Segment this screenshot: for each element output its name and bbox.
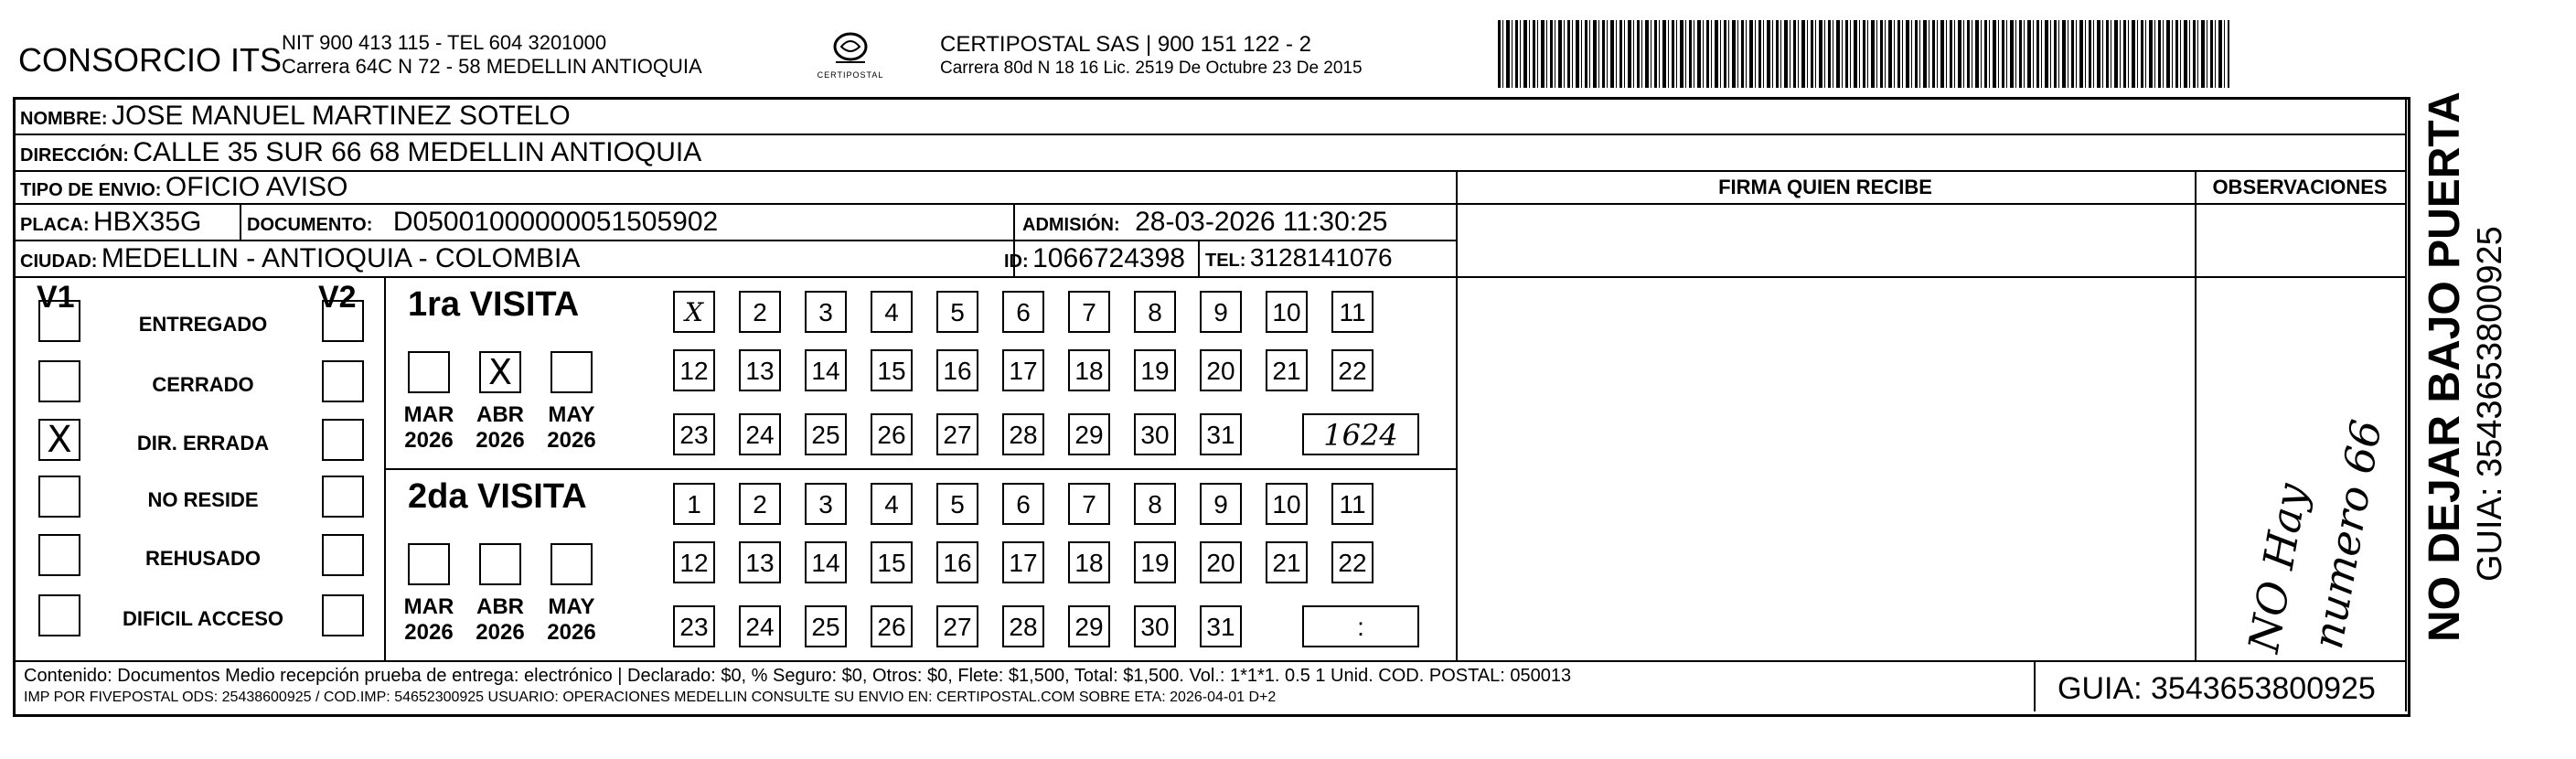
nombre-value: JOSE MANUEL MARTINEZ SOTELO <box>112 101 571 131</box>
day-checkbox[interactable]: 7 <box>1068 483 1110 525</box>
day-checkbox[interactable]: 27 <box>936 605 978 647</box>
day-checkbox[interactable]: 20 <box>1200 541 1242 583</box>
day-checkbox[interactable]: 30 <box>1134 413 1176 455</box>
divider <box>13 240 1456 241</box>
courier-info <box>940 33 1363 80</box>
day-checkbox[interactable]: 12 <box>673 541 715 583</box>
placa-label: PLACA: <box>20 215 90 235</box>
month-year: 2026 <box>476 428 525 453</box>
divider <box>2195 170 2197 660</box>
day-checkbox[interactable]: 25 <box>805 413 847 455</box>
day-checkbox[interactable]: 15 <box>871 541 913 583</box>
day-checkbox[interactable]: 19 <box>1134 349 1176 391</box>
logo-caption: CERTIPOSTAL <box>817 70 884 80</box>
brand-address: Carrera 64C N 72 - 58 MEDELLIN ANTIOQUIA <box>282 55 702 78</box>
month-checkbox[interactable] <box>479 543 521 585</box>
month-label <box>468 402 532 454</box>
day-checkbox[interactable]: 26 <box>871 605 913 647</box>
day-checkbox[interactable]: 22 <box>1331 541 1374 583</box>
brand-info <box>282 31 702 79</box>
ciudad-label: CIUDAD: <box>20 251 98 272</box>
tipo-value: OFICIO AVISO <box>165 172 348 202</box>
day-checkbox[interactable]: 4 <box>871 291 913 333</box>
day-checkbox[interactable]: 5 <box>936 291 978 333</box>
v1-checkbox[interactable] <box>38 300 80 342</box>
certipostal-logo <box>814 31 887 80</box>
divider <box>240 203 241 240</box>
direccion-label: DIRECCIÓN: <box>20 145 129 166</box>
day-checkbox[interactable]: 9 <box>1200 483 1242 525</box>
month-label <box>540 594 604 646</box>
day-checkbox[interactable]: X <box>673 291 715 333</box>
day-checkbox[interactable]: 6 <box>1002 291 1044 333</box>
observation-handwriting-2: numero 66 <box>2303 415 2392 653</box>
v1-header: V1 <box>37 280 75 315</box>
v2-checkbox[interactable] <box>322 594 364 636</box>
admision-label: ADMISIÓN: <box>1022 215 1120 235</box>
day-checkbox[interactable]: 17 <box>1002 349 1044 391</box>
courier-address: Carrera 80d N 18 16 Lic. 2519 De Octubre 23 De 2015 <box>940 59 1363 78</box>
day-checkbox[interactable]: 7 <box>1068 291 1110 333</box>
day-checkbox[interactable]: 15 <box>871 349 913 391</box>
divider <box>13 170 2405 172</box>
month-year: 2026 <box>404 620 454 645</box>
nombre-label: NOMBRE: <box>20 109 108 129</box>
side-notice: NO DEJAR BAJO PUERTA <box>2421 91 2469 642</box>
month-name: MAR <box>403 594 454 619</box>
day-checkbox[interactable]: 10 <box>1266 483 1308 525</box>
admision-value: 28-03-2026 11:30:25 <box>1135 207 1388 237</box>
footer-guia: GUIA: 3543653800925 <box>2058 671 2376 706</box>
day-checkbox[interactable]: 5 <box>936 483 978 525</box>
month-label <box>397 594 461 646</box>
day-checkbox[interactable]: 23 <box>673 413 715 455</box>
month-name: MAY <box>548 594 595 619</box>
tel-row <box>1205 243 1393 273</box>
visit-title: 2da VISITA <box>408 477 587 516</box>
month-year: 2026 <box>547 428 596 453</box>
month-name: MAR <box>403 402 454 427</box>
day-checkbox[interactable]: 25 <box>805 605 847 647</box>
tel-label: TEL: <box>1205 251 1246 271</box>
v1-checkbox[interactable] <box>38 594 80 636</box>
day-checkbox[interactable]: 23 <box>673 605 715 647</box>
day-checkbox[interactable]: 2 <box>739 291 781 333</box>
month-label <box>468 594 532 646</box>
day-checkbox[interactable]: 31 <box>1200 413 1242 455</box>
v2-checkbox[interactable] <box>322 360 364 402</box>
divider <box>13 134 2405 135</box>
status-label: NO RESIDE <box>147 488 259 511</box>
day-checkbox[interactable]: 30 <box>1134 605 1176 647</box>
day-checkbox[interactable]: 1 <box>673 483 715 525</box>
status-label: ENTREGADO <box>138 313 268 336</box>
month-checkbox[interactable] <box>408 543 450 585</box>
ciudad-row <box>20 243 580 274</box>
month-name: ABR <box>476 402 524 427</box>
month-year: 2026 <box>547 620 596 645</box>
tipo-label: TIPO DE ENVIO: <box>20 180 162 200</box>
day-checkbox[interactable]: 8 <box>1134 483 1176 525</box>
divider <box>1198 240 1200 276</box>
direccion-value: CALLE 35 SUR 66 68 MEDELLIN ANTIOQUIA <box>133 137 702 167</box>
v2-header: V2 <box>318 280 357 315</box>
brand-name: CONSORCIO ITS <box>18 41 283 79</box>
day-checkbox[interactable]: 26 <box>871 413 913 455</box>
direccion-row <box>20 137 701 168</box>
documento-value: D05001000000051505902 <box>392 207 719 237</box>
v1-checkbox[interactable] <box>38 360 80 402</box>
status-label: DIR. ERRADA <box>136 432 270 454</box>
placa-row <box>20 207 201 238</box>
day-checkbox[interactable]: 11 <box>1331 483 1374 525</box>
month-checkbox[interactable] <box>408 351 450 393</box>
divider <box>2405 97 2407 711</box>
v2-checkbox[interactable] <box>322 476 364 518</box>
day-checkbox[interactable]: 3 <box>805 483 847 525</box>
day-checkbox[interactable]: 8 <box>1134 291 1176 333</box>
v1-checkbox[interactable] <box>38 534 80 576</box>
month-name: MAY <box>548 402 595 427</box>
day-checkbox[interactable]: 28 <box>1002 413 1044 455</box>
ciudad-value: MEDELLIN - ANTIOQUIA - COLOMBIA <box>101 243 581 273</box>
admision-row <box>1022 207 1387 238</box>
id-row <box>1004 243 1185 274</box>
documento-label: DOCUMENTO: <box>247 215 373 235</box>
barcode <box>1498 20 2229 88</box>
day-checkbox[interactable]: 16 <box>936 541 978 583</box>
day-checkbox[interactable]: 27 <box>936 413 978 455</box>
day-checkbox[interactable]: 10 <box>1266 291 1308 333</box>
day-checkbox[interactable]: 18 <box>1068 349 1110 391</box>
v1-checkbox[interactable] <box>38 476 80 518</box>
firma-header: FIRMA QUIEN RECIBE <box>1718 176 1932 198</box>
divider <box>13 660 2405 662</box>
day-checkbox[interactable]: 14 <box>805 541 847 583</box>
day-checkbox[interactable]: 16 <box>936 349 978 391</box>
day-checkbox[interactable]: 21 <box>1266 349 1308 391</box>
day-checkbox[interactable]: 4 <box>871 483 913 525</box>
month-year: 2026 <box>476 620 525 645</box>
footer-line1: Contenido: Documentos Medio recepción prueba de entrega: electrónico | Declarado: $0, % Seguro: $0, Otros: $0, Flete: $1,500, Total: $1,500. Vol.: 1*1*1. 0.5 1 Unid. COD. POSTAL: 050013 <box>24 666 1572 686</box>
divider <box>2034 660 2036 711</box>
day-checkbox[interactable]: 13 <box>739 541 781 583</box>
day-checkbox[interactable]: 20 <box>1200 349 1242 391</box>
divider <box>384 468 1456 470</box>
signature-area[interactable] <box>1463 280 2186 655</box>
day-checkbox[interactable]: 12 <box>673 349 715 391</box>
status-label: CERRADO <box>152 373 254 396</box>
day-checkbox[interactable]: 9 <box>1200 291 1242 333</box>
month-label <box>540 402 604 454</box>
visit-title: 1ra VISITA <box>408 285 580 324</box>
month-name: ABR <box>476 594 524 619</box>
day-checkbox[interactable]: 18 <box>1068 541 1110 583</box>
id-value: 1066724398 <box>1032 243 1185 273</box>
month-checkbox[interactable]: X <box>479 351 521 393</box>
day-checkbox[interactable]: 29 <box>1068 413 1110 455</box>
day-checkbox[interactable]: 24 <box>739 605 781 647</box>
day-checkbox[interactable]: 2 <box>739 483 781 525</box>
day-checkbox[interactable]: 31 <box>1200 605 1242 647</box>
v2-checkbox[interactable] <box>322 534 364 576</box>
day-checkbox[interactable]: 19 <box>1134 541 1176 583</box>
divider <box>13 276 2405 278</box>
v2-checkbox[interactable] <box>322 300 364 342</box>
observation-handwriting-1: NO Hay <box>2239 479 2317 657</box>
visit-time-field[interactable]: 1624 <box>1302 413 1419 455</box>
footer-line2: IMP POR FIVEPOSTAL ODS: 25438600925 / COD.IMP: 54652300925 USUARIO: OPERACIONES MEDELLIN CONSULTE SU ENVIO EN: CERTIPOSTAL.COM SOBRE ETA: 2026-04-01 D+2 <box>24 690 1277 705</box>
v2-checkbox[interactable] <box>322 419 364 461</box>
brand-nit: NIT 900 413 115 - TEL 604 3201000 <box>282 31 607 54</box>
visit-time-field[interactable]: : <box>1302 605 1419 647</box>
day-checkbox[interactable]: 11 <box>1331 291 1374 333</box>
day-checkbox[interactable]: 24 <box>739 413 781 455</box>
month-year: 2026 <box>404 428 454 453</box>
id-label: ID: <box>1004 251 1029 272</box>
day-checkbox[interactable]: 28 <box>1002 605 1044 647</box>
nombre-row <box>20 101 571 132</box>
day-checkbox[interactable]: 17 <box>1002 541 1044 583</box>
divider <box>13 203 2405 205</box>
certipostal-logo-icon <box>830 31 871 66</box>
divider <box>1456 170 1458 660</box>
divider <box>384 276 386 660</box>
v1-checkbox[interactable]: X <box>38 419 80 461</box>
day-checkbox[interactable]: 6 <box>1002 483 1044 525</box>
tipo-row <box>20 172 347 203</box>
day-checkbox[interactable]: 29 <box>1068 605 1110 647</box>
day-checkbox[interactable]: 14 <box>805 349 847 391</box>
tel-value: 3128141076 <box>1249 243 1393 272</box>
day-checkbox[interactable]: 3 <box>805 291 847 333</box>
side-guia: GUIA: 3543653800925 <box>2471 226 2509 582</box>
month-checkbox[interactable] <box>550 351 593 393</box>
day-checkbox[interactable]: 21 <box>1266 541 1308 583</box>
observaciones-header: OBSERVACIONES <box>2212 176 2388 198</box>
day-checkbox[interactable]: 22 <box>1331 349 1374 391</box>
day-checkbox[interactable]: 13 <box>739 349 781 391</box>
month-checkbox[interactable] <box>550 543 593 585</box>
documento-row <box>247 207 718 238</box>
month-label <box>397 402 461 454</box>
courier-name: CERTIPOSTAL SAS | 900 151 122 - 2 <box>940 32 1311 57</box>
placa-value: HBX35G <box>93 207 202 237</box>
status-label: REHUSADO <box>145 547 261 570</box>
status-label: DIFICIL ACCESO <box>122 607 283 630</box>
